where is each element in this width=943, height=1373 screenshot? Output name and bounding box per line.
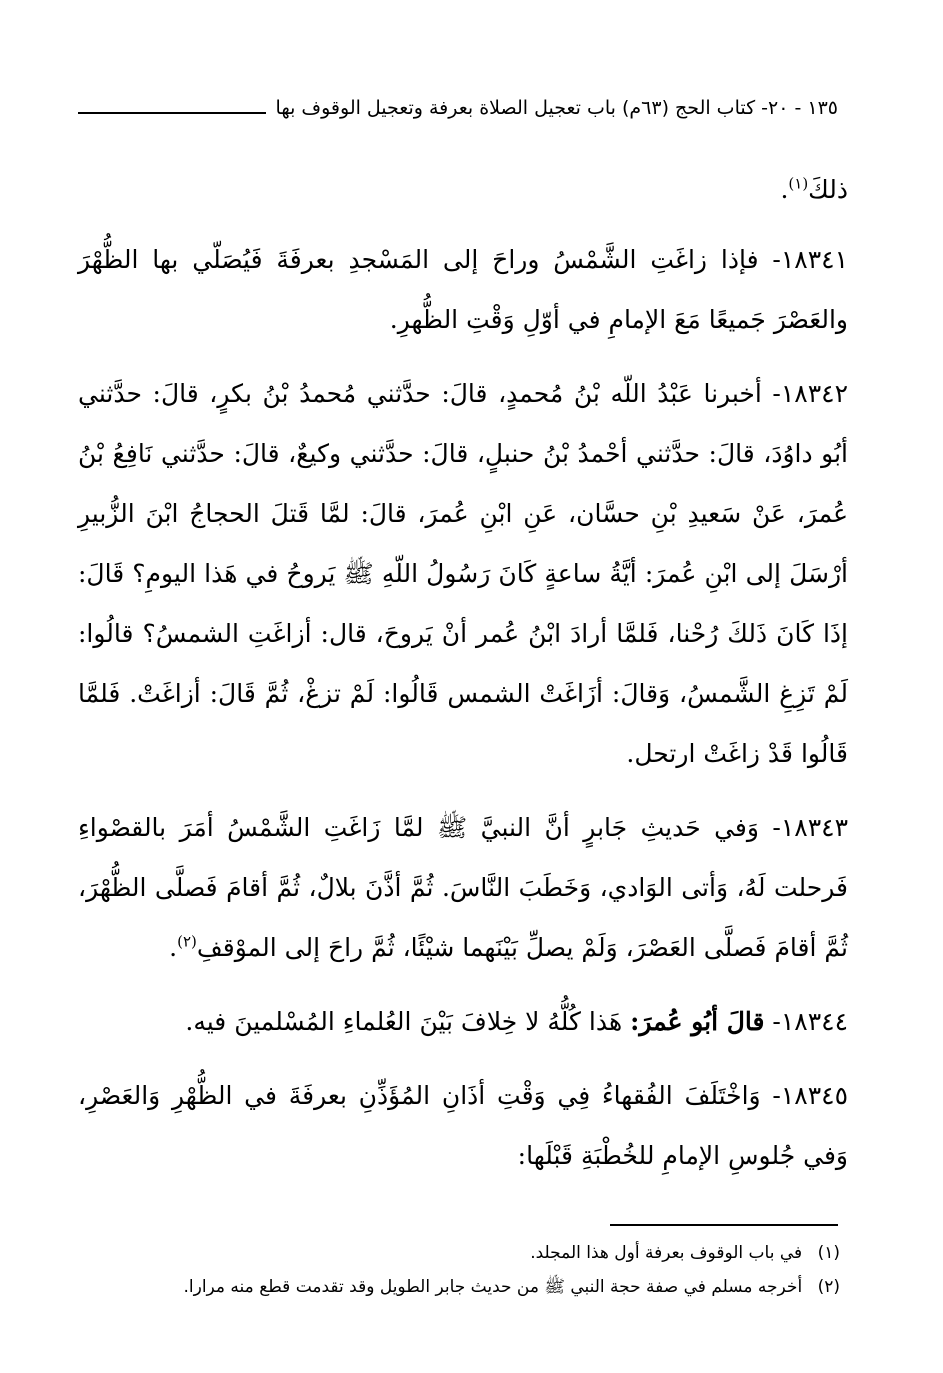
header-rule bbox=[78, 98, 266, 114]
paragraph-number: ١٨٣٤٥- bbox=[772, 1081, 848, 1110]
footnote-ref-2[interactable]: (٢) bbox=[177, 932, 197, 951]
footnote-marker: (١) bbox=[817, 1243, 840, 1263]
paragraph-continuation: ذلكَ$^{(١)}$. bbox=[780, 174, 848, 204]
main-text bbox=[78, 160, 848, 1200]
footnote-text: أخرجه مسلم في صفة حجة النبي ﷺ من حديث جابر الطويل وقد تقدمت قطع منه مرارا. bbox=[183, 1277, 803, 1297]
paragraph-18345 bbox=[78, 1066, 848, 1186]
paragraph-18341 bbox=[78, 230, 848, 350]
page-number: ١٣٥ bbox=[807, 97, 838, 119]
paragraph-text: وَاخْتَلَفَ الفُقهاءُ فِي وَقْتِ أذَانِ المُؤَذِّنِ بعرفَةَ في الظُّهْرِ وَالعَصْرِ، وَفي جُلوسِ الإمامِ للخُطْبَةِ قَبْلَها: bbox=[78, 1081, 848, 1170]
footnote-separator bbox=[610, 1224, 838, 1226]
paragraph-18344 bbox=[78, 992, 848, 1052]
paragraph-18343: ١٨٣٤٣- وَفي حَديثِ جَابرٍ أنَّ النبيَّ ﷺ لمَّا زَاغَتِ الشَّمْسُ أمَرَ بالقصْواءِ فَرحلت لَهُ، وَأتى الوَادي، وَخَطَبَ النَّاسَ. ثُمَّ أذَّنَ بلالٌ، ثُمَّ أقامَ فَصلَّى الظُّهْرَ، ثُمَّ أقامَ فَصلَّى العَصْرَ، وَلَمْ يصلِّ بَيْنَهما شيْئًا، ثُمَّ راحَ إلى الموْقفِ$^{(٢)}$. bbox=[78, 813, 849, 962]
running-title: - ٢٠- كتاب الحج (٦٣م) باب تعجيل الصلاة بعرفة وتعجيل الوقوف بها bbox=[275, 97, 802, 119]
speaker-label: قالَ أبُو عُمرَ: bbox=[630, 1007, 765, 1036]
paragraph-number: ١٨٣٤٤- bbox=[772, 1007, 848, 1036]
footnotes bbox=[60, 1236, 840, 1304]
paragraph-number: ١٨٣٤١- bbox=[772, 245, 848, 274]
paragraph-text: وَفي حَديثِ جَابرٍ أنَّ النبيَّ ﷺ لمَّا زَاغَتِ الشَّمْسُ أمَرَ بالقصْواءِ فَرحلت لَهُ، وَأتى الوَادي، وَخَطَبَ النَّاسَ. ثُمَّ أذَّنَ بلالٌ، ثُمَّ أقامَ فَصلَّى الظُّهْرَ، ثُمَّ أقامَ فَصلَّى العَصْرَ، وَلَمْ يصلِّ بَيْنَهما شيْئًا، ثُمَّ راحَ إلى الموْقفِ bbox=[78, 813, 848, 962]
paragraph-number: ١٨٣٤٢- bbox=[772, 379, 848, 408]
paragraph-number: ١٨٣٤٣- bbox=[772, 813, 849, 842]
paragraph-text: أخبرنا عَبْدُ اللّه بْنُ مُحمدٍ، قالَ: حدَّثني مُحمدُ بْنُ بكرٍ، قالَ: حدَّثني أبُو داوُدَ، قالَ: حدَّثني أحْمدُ بْنُ حنبلٍ، قالَ: حدَّثني وكيعٌ، قالَ: حدَّثني نَافِعُ بْنُ عُمرَ، عَنْ سَعيدِ بْنِ حسَّان، عَنِ ابْنِ عُمرَ، قالَ: لمَّا قَتلَ الحجاجُ ابْنَ الزُّبيرِ أرْسَلَ إلى ابْنِ عُمرَ: أيَّةُ ساعةٍ كَانَ رَسُولُ اللّهِ ﷺ يَروحُ في هَذا اليومِ؟ قَالَ: إذَا كَانَ ذَلكَ رُحْنا، فَلمَّا أرادَ ابْنُ عُمر أنْ يَروحَ، قال: أزاغَتِ الشمسُ؟ قالُوا: لَمْ تَزِغِ الشَّمسُ، وَقالَ: أزَاغَتْ الشمس قَالُوا: لَمْ تزغْ، ثُمَّ قَالَ: أزاغَتْ. فَلمَّا قَالُوا قَدْ زاغَتْ ارتحل. bbox=[78, 379, 848, 768]
footnote-2 bbox=[60, 1270, 840, 1304]
paragraph-18342 bbox=[78, 364, 848, 784]
footnote-text: في باب الوقوف بعرفة أول هذا المجلد. bbox=[530, 1243, 803, 1263]
running-header bbox=[78, 94, 838, 122]
footnote-marker: (٢) bbox=[817, 1277, 840, 1297]
paragraph-text: هَذا كُلُّهُ لا خِلافَ بَيْنَ العُلماءِ المُسْلمينَ فيه. bbox=[185, 1007, 623, 1036]
footnote-ref-1[interactable]: (١) bbox=[788, 174, 809, 193]
footnote-1 bbox=[60, 1236, 840, 1270]
paragraph-text: فإذا زاغَتِ الشَّمْسُ وراحَ إلى المَسْجدِ بعرفَةَ فَيُصَلّي بها الظُّهْرَ والعَصْرَ جَميعًا مَعَ الإمامِ في أوّلِ وَقْتِ الظُّهرِ. bbox=[78, 245, 848, 334]
